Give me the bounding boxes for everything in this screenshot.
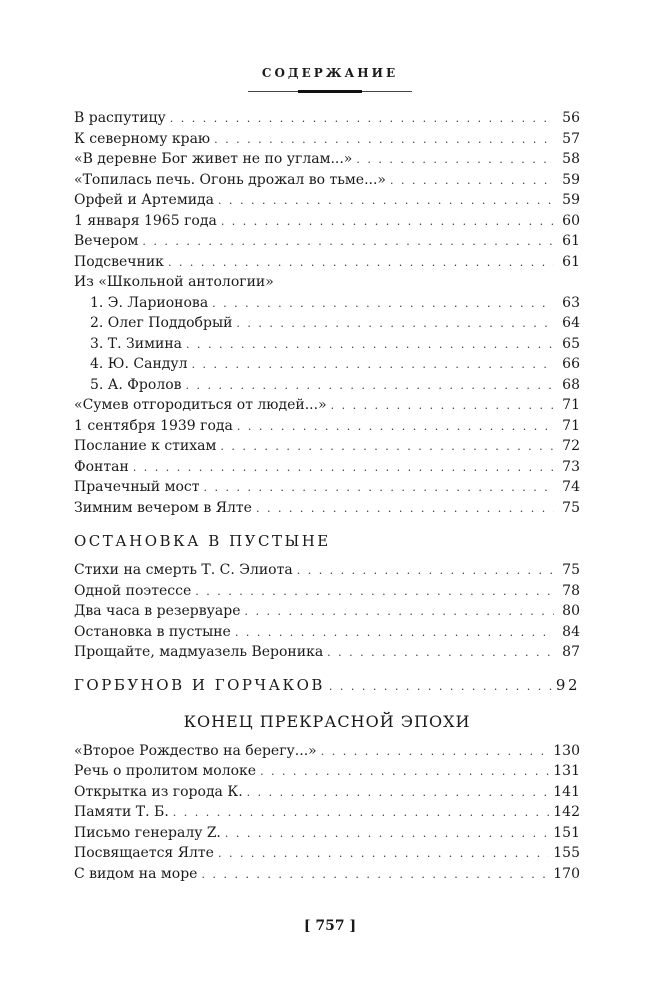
leader-dots: [329, 673, 552, 701]
section-title: КОНЕЦ ПРЕКРАСНОЙ ЭПОХИ: [183, 711, 471, 731]
entry-title: 2. Олег Поддобрый: [90, 315, 233, 331]
entry-title: 1 января 1965 года: [74, 212, 217, 229]
entry-title: Орфей и Артемида: [74, 192, 215, 208]
leader-dots: [235, 623, 554, 644]
entry-title: «Сумев отгородиться от людей...»: [74, 397, 327, 413]
entry-title: Остановка в пустыне: [74, 623, 231, 640]
toc-entry: [74, 108, 580, 129]
entry-title: Памяти Т. Б.: [74, 804, 169, 820]
entry-page: 56: [562, 110, 580, 126]
leader-dots: [221, 212, 554, 233]
entry-page: 58: [562, 151, 580, 167]
leader-dots: [186, 376, 554, 397]
entry-page: 155: [553, 845, 580, 861]
toc-entry-section: [74, 671, 580, 699]
entry-page: 84: [562, 623, 580, 640]
entry-title: Вечером: [74, 233, 139, 249]
entry-page: 72: [562, 438, 580, 454]
toc-entry: [74, 741, 580, 762]
entry-title: Зимним вечером в Ялте: [74, 499, 252, 516]
entry-page: 60: [562, 212, 580, 229]
entry-title: 1 сентября 1939 года: [74, 417, 233, 434]
leader-dots: [237, 417, 554, 438]
leader-dots: [244, 602, 554, 623]
entry-title: 3. Т. Зимина: [90, 335, 182, 352]
entry-page: 142: [553, 804, 580, 820]
entry-page: 59: [562, 171, 580, 188]
entry-title: 1. Э. Ларионова: [90, 294, 209, 311]
entry-title: Из «Школьной антологии»: [74, 274, 274, 290]
toc-entry: [74, 293, 580, 314]
toc-entry: [74, 843, 580, 864]
toc-entry: [74, 823, 580, 844]
entry-page: 68: [562, 376, 580, 393]
toc-entry: [74, 211, 580, 232]
toc-entry: [74, 601, 580, 622]
toc-entry: [74, 761, 580, 782]
leader-dots: [192, 355, 554, 376]
leader-dots: [201, 865, 549, 886]
entry-page: 75: [562, 562, 580, 578]
entry-page: 131: [553, 763, 580, 779]
running-title: СОДЕРЖАНИЕ: [261, 66, 399, 80]
toc-entry: [74, 477, 580, 498]
toc-entry: [74, 252, 580, 273]
leader-dots: [173, 803, 549, 824]
toc-entry: [74, 436, 580, 457]
entry-title: Подсвечник: [74, 253, 164, 270]
entry-page: 80: [562, 603, 580, 619]
entry-page: 130: [553, 742, 580, 759]
toc-entry: [74, 864, 580, 885]
entry-title: Два часа в резервуаре: [74, 603, 241, 619]
toc-entry: [74, 802, 580, 823]
entry-page: 78: [562, 582, 580, 599]
leader-dots: [327, 643, 554, 664]
entry-page: 61: [562, 253, 580, 270]
leader-dots: [133, 458, 554, 479]
toc-entry: [74, 334, 580, 355]
entry-title: Прачечный мост: [74, 479, 200, 495]
toc-entry: [74, 457, 580, 478]
toc-entry: [74, 498, 580, 519]
entry-page: 64: [562, 315, 580, 331]
leader-dots: [214, 130, 554, 151]
entry-title: Одной поэтессе: [74, 582, 192, 599]
entry-page: 65: [562, 335, 580, 352]
entry-page: 71: [562, 417, 580, 434]
entry-page: 141: [553, 783, 580, 800]
table-of-contents: [74, 108, 580, 884]
leader-dots: [225, 824, 549, 845]
entry-title: ГОРБУНОВ И ГОРЧАКОВ: [74, 675, 325, 694]
entry-page: 66: [562, 356, 580, 372]
header-rule-accent: [298, 90, 362, 93]
leader-dots: [195, 582, 554, 603]
leader-dots: [212, 294, 554, 315]
entry-page: 71: [562, 397, 580, 413]
toc-entry: [74, 375, 580, 396]
leader-dots: [142, 232, 554, 253]
entry-title: «Второе Рождество на берегу...»: [74, 742, 317, 759]
entry-page: 74: [562, 479, 580, 495]
entry-title: В распутицу: [74, 110, 166, 126]
leader-dots: [297, 561, 554, 582]
leader-dots: [256, 499, 554, 520]
leader-dots: [218, 191, 554, 212]
leader-dots: [236, 314, 554, 335]
toc-entry: [74, 395, 580, 416]
entry-page: 170: [553, 865, 580, 882]
toc-entry: [74, 416, 580, 437]
entry-page: 57: [562, 130, 580, 147]
toc-entry: [74, 129, 580, 150]
entry-title: Фонтан: [74, 458, 129, 475]
entry-title: «В деревне Бог живет не по углам...»: [74, 151, 353, 167]
leader-dots: [170, 109, 554, 130]
toc-entry: [74, 642, 580, 663]
toc-entry: [74, 782, 580, 803]
toc-entry: [74, 149, 580, 170]
entry-title: Стихи на смерть Т. С. Элиота: [74, 562, 293, 578]
entry-page: 63: [562, 294, 580, 311]
leader-dots: [168, 253, 554, 274]
entry-page: 151: [553, 824, 580, 841]
leader-dots: [186, 335, 554, 356]
entry-title: 5. А. Фролов: [90, 376, 182, 393]
leader-dots: [331, 396, 554, 417]
entry-page: 75: [562, 499, 580, 516]
entry-title: Послание к стихам: [74, 438, 217, 454]
toc-entry: [74, 231, 580, 252]
leader-dots: [247, 783, 550, 804]
section-title: ОСТАНОВКА В ПУСТЫНЕ: [74, 532, 331, 550]
entry-page: 87: [562, 644, 580, 660]
toc-entry: [74, 581, 580, 602]
entry-title: Письмо генералу Z.: [74, 824, 221, 841]
toc-entry: [74, 170, 580, 191]
entry-title: Посвящается Ялте: [74, 845, 214, 861]
entry-page: 92: [555, 675, 580, 694]
entry-title: Речь о пролитом молоке: [74, 763, 257, 779]
entry-title: С видом на море: [74, 865, 198, 882]
toc-entry: [74, 354, 580, 375]
entry-title: «Топилась печь. Огонь дрожал во тьме...»: [74, 171, 386, 188]
toc-entry: [74, 622, 580, 643]
entry-title: Открытка из города К.: [74, 783, 243, 800]
toc-entry: [74, 190, 580, 211]
leader-dots: [220, 437, 554, 458]
entry-page: 59: [562, 192, 580, 208]
leader-dots: [356, 150, 554, 171]
entry-title: К северному краю: [74, 130, 211, 147]
entry-title: Прощайте, мадмуазель Вероника: [74, 644, 324, 660]
leader-dots: [218, 844, 549, 865]
entry-page: 73: [562, 458, 580, 475]
entry-title: 4. Ю. Сандул: [90, 356, 188, 372]
leader-dots: [390, 171, 554, 192]
page-number: [ 757 ]: [303, 918, 357, 934]
leader-dots: [321, 742, 550, 763]
toc-entry: [74, 272, 580, 293]
entry-page: 61: [562, 233, 580, 249]
leader-dots: [203, 478, 554, 499]
toc-entry: [74, 560, 580, 581]
leader-dots: [260, 762, 549, 783]
toc-entry: [74, 313, 580, 334]
